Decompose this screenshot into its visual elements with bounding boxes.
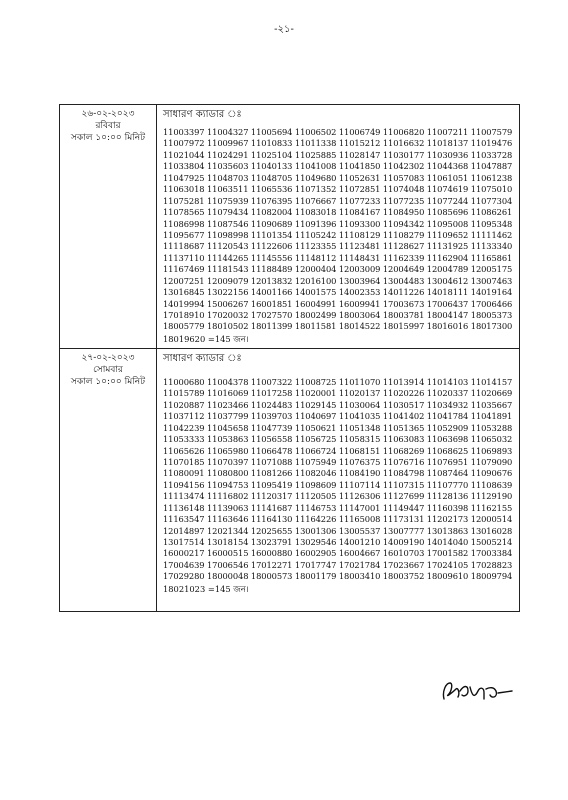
roll-row: 11042239 11045658 11047739 11050621 11051348 11051365 11052909 11053288 <box>163 422 513 433</box>
schedule-row-1 <box>60 105 520 349</box>
roll-row: 11021044 11024291 11025104 11025885 11028147 11030177 11030936 11033728 <box>163 149 513 160</box>
exam-schedule-table <box>59 104 520 612</box>
roll-row: 11167469 11181543 11188489 12000404 12003009 12004649 12004789 12005175 <box>163 264 513 275</box>
exam-time: সকাল ১০:০০ মিনিট <box>70 133 146 143</box>
exam-time: সকাল ১০:০০ মিনিট <box>70 376 146 387</box>
exam-date: ২৬-০২-২০২৩ <box>81 109 135 119</box>
roll-row: 11080091 11080800 11081266 11082046 11084190 11084798 11087464 11090676 <box>163 468 513 479</box>
roll-row: 11136148 11139063 11141687 11146753 11147001 11149447 11160398 11162155 <box>163 502 513 513</box>
roll-row: 11047925 11048703 11048705 11049680 11052631 11057083 11061051 11061238 <box>163 172 513 183</box>
roll-number-block <box>163 377 519 583</box>
roll-row: 11113474 11116802 11120317 11120505 11126306 11127699 11128136 11129190 <box>163 491 513 502</box>
roll-row: 11063018 11063511 11065536 11071352 11072851 11074048 11074619 11075010 <box>163 184 513 195</box>
roll-row: 14019994 15006267 16001851 16004991 16009941 17003673 17006437 17006466 <box>163 298 513 309</box>
schedule-row-2 <box>60 348 520 611</box>
total-count: 18021023 =145 জন। <box>163 583 249 594</box>
roll-row: 11163547 11163646 11164130 11164226 11165008 11173131 11202173 12000514 <box>163 514 513 525</box>
roll-row: 11095677 11098998 11101354 11105242 11108129 11108279 11109652 11111462 <box>163 229 513 240</box>
roll-row: 17018910 17020032 17027570 18002499 18003064 18003781 18004147 18005373 <box>163 310 513 320</box>
signature-image <box>438 677 518 707</box>
roll-row: 11075281 11075939 11076395 11076667 11077233 11077235 11077244 11077304 <box>163 195 513 206</box>
roll-row: 11020887 11023466 11024483 11029145 11030064 11030517 11034932 11035667 <box>163 399 513 410</box>
roll-row: 11065626 11065980 11066478 11066724 11068151 11068269 11068625 11069893 <box>163 445 513 456</box>
date-cell <box>60 105 157 349</box>
roll-row: 11015789 11016069 11017258 11020001 11020137 11020226 11020337 11020669 <box>163 388 513 399</box>
roll-row: 17004639 17006546 17012271 17017747 17021784 17023667 17024105 17028823 <box>163 559 513 570</box>
roll-number-block <box>163 127 519 333</box>
roll-row: 11037112 11037799 11039703 11040697 11041035 11041402 11041784 11041891 <box>163 411 513 422</box>
roll-row: 12014897 12021344 12025655 13001306 13005537 13007777 13013863 13016028 <box>163 525 513 536</box>
roll-row: 13017514 13018154 13023791 13029546 14001210 14009190 14014040 15005214 <box>163 537 513 547</box>
roll-row: 18005779 18010502 18011399 18011581 18014522 18015997 18016016 18017300 <box>163 321 513 332</box>
date-cell <box>60 348 157 611</box>
roll-row: 11118687 11120543 11122606 11123355 11123481 11128627 11131925 11133340 <box>163 241 513 252</box>
exam-day: রবিবার <box>95 121 121 131</box>
page-number: -২১- <box>274 24 294 35</box>
exam-day: সোমবার <box>93 364 123 375</box>
roll-row: 11078565 11079434 11082004 11083018 11084167 11084950 11085696 11086261 <box>163 207 513 218</box>
roll-row: 16000217 16000515 16000880 16002905 16004667 16010703 17001582 17003384 <box>163 548 513 559</box>
roll-list-cell <box>157 348 520 611</box>
exam-date: ২৭-০২-২০২৩ <box>81 352 135 363</box>
roll-row: 11007972 11009967 11010833 11011338 11015212 11016632 11018137 11019476 <box>163 138 513 149</box>
roll-row: 11053333 11053863 11056558 11056725 11058315 11063083 11063698 11065032 <box>163 434 513 445</box>
total-count: 18019620 =145 জন। <box>163 333 249 344</box>
roll-row: 11086998 11087546 11090689 11091396 11093300 11094342 11095008 11095348 <box>163 218 513 229</box>
roll-list-cell <box>157 105 520 349</box>
roll-row: 11094156 11094753 11095419 11098609 11107114 11107315 11107770 11108639 <box>163 479 513 490</box>
roll-row: 17029280 18000048 18000573 18001179 18003410 18003752 18009610 18009794 <box>163 571 513 582</box>
roll-row: 11137110 11144265 11145556 11148112 11148431 11162339 11162904 11165861 <box>163 252 513 263</box>
roll-row: 11033804 11035603 11040133 11041008 11041850 11042302 11044368 11047887 <box>163 161 513 172</box>
cadre-label: সাধারণ ক্যাডার ঃ <box>163 352 242 364</box>
roll-row: 11000680 11004378 11007322 11008725 11011070 11013914 11014103 11014157 <box>163 376 513 387</box>
roll-row: 12007251 12009079 12013832 12016100 13003964 13004483 13004612 13007463 <box>163 275 513 286</box>
roll-row: 13016845 13022156 14001166 14001575 14002353 14011226 14018111 14019164 <box>163 287 513 298</box>
roll-row: 11070185 11070397 11071088 11075949 11076375 11076716 11076951 11079090 <box>163 456 513 467</box>
roll-row: 11003397 11004327 11005694 11006502 11006749 11006820 11007211 11007579 <box>163 127 513 137</box>
cadre-label: সাধারণ ক্যাডার ঃ <box>163 109 242 120</box>
